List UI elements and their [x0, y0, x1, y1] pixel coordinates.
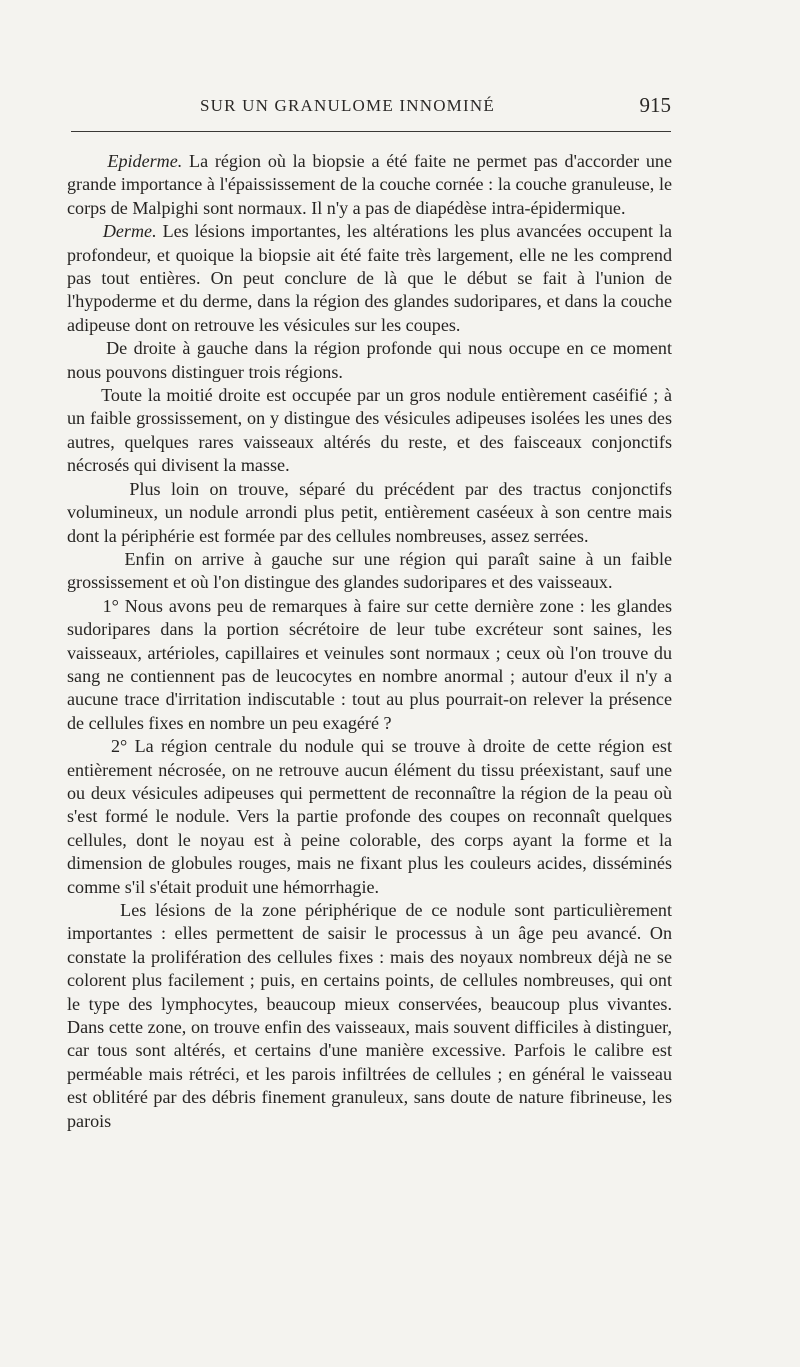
section-label-derme: Derme.: [102, 221, 157, 242]
paragraph: [67, 595, 672, 735]
paragraph: [67, 478, 672, 548]
paragraph: [67, 548, 672, 595]
section-label-epiderme: Epiderme.: [107, 151, 183, 171]
paragraph-text: Enfin on arrive à gauche sur une région qui paraît saine à un faible grossissement et où l'on distingue des glandes sudoripares et des vaisseaux.: [67, 548, 673, 593]
header-rule: [71, 131, 671, 132]
paragraph-text: La région où la biopsie a été faite ne permet pas d'accorder une grande importance à l'épaississement de la couche cornée : la couche granuleuse, le corps de Malpighi sont normaux. Il n'y a pas de diapédèse intra-épidermique.: [67, 151, 672, 218]
paragraph: [67, 735, 672, 899]
paragraph-text: Les lésions importantes, les altérations les plus avancées occupent la profondeur, et quoique la biopsie ait été faite très largement, elle ne les comprend pas tout entières. On peut conclure de là que le début se fait à l'union de l'hypoderme et du derme, dans la région des glandes sudoripares, et dans la couche adipeuse dont on retrouve les vésicules sur les coupes.: [67, 221, 673, 335]
paragraph: [67, 899, 672, 1133]
paragraph-text: Toute la moitié droite est occupée par un gros nodule entièrement caséifié ; à un faible grossissement, on y distingue des vésicules adipeuses isolées les unes des autres, quelques rares vaisseaux altérés du reste, et des faisceaux conjonctifs nécrosés qui divisent la masse.: [67, 385, 673, 476]
running-title: SUR UN GRANULOME INNOMINÉ: [200, 96, 495, 115]
paragraph-text: Les lésions de la zone périphérique de ce nodule sont particulièrement importantes : elles permettent de saisir le processus à un âge peu avancé. On constate la prolifération des cellules fixes : mais des noyaux nombreux déjà ne se colorent plus facilement ; puis, en certains points, de cellules nombreuses, qui ont le type des lymphocytes, beaucoup mieux conservées, beaucoup plus vivantes. Dans cette zone, on trouve enfin des vaisseaux, mais souvent difficiles à distinguer, car tous sont altérés, et certains d'une manière excessive. Parfois le calibre est perméable mais rétréci, et les parois infiltrées de cellules ; en général le vaisseau est oblitéré par des débris finement granuleux, sans doute de nature fibrineuse, les parois: [67, 900, 672, 1131]
paragraph-text: Plus loin on trouve, séparé du précédent par des tractus conjonctifs volumineux, un nodule arrondi plus petit, entièrement caséeux à son centre mais dont la périphérie est formée par des cellules nombreuses, assez serrées.: [67, 478, 672, 546]
paragraph: [67, 337, 672, 384]
paragraph-text: 2° La région centrale du nodule qui se trouve à droite de cette région est entièrement nécrosée, on ne retrouve aucun élément du tissu préexistant, sauf une ou deux vésicules adipeuses qui permettent de reconnaître la région de la peau où s'est formé le nodule. Vers la partie profonde des coupes on reconnaît quelques cellules, dont le noyau est à peine colorable, des corps ayant la forme et la dimension de globules rouges, mais ne fixant plus les couleurs acides, disséminés comme s'il s'était produit une hémorrhagie.: [67, 736, 672, 897]
paragraph-epiderme: [67, 150, 672, 220]
body-text: [67, 150, 672, 1133]
paragraph-text: 1° Nous avons peu de remarques à faire sur cette dernière zone : les glandes sudoripares dans la portion sécrétoire de leur tube excréteur sont saines, les vaisseaux, artérioles, capillaires et veinules sont normaux ; ceux où l'on trouve du sang ne contiennent pas de leucocytes en nombre anormal ; autour d'eux il n'y a aucune trace d'irritation indiscutable : tout au plus pourrait-on relever la présence de cellules fixes en nombre un peu exagéré ?: [67, 595, 673, 733]
paragraph-derme: [67, 220, 672, 337]
page-header: [67, 93, 671, 122]
page-number: 915: [639, 93, 671, 117]
paragraph: [67, 384, 672, 478]
paragraph-text: De droite à gauche dans la région profonde qui nous occupe en ce moment nous pouvons distinguer trois régions.: [67, 338, 673, 382]
